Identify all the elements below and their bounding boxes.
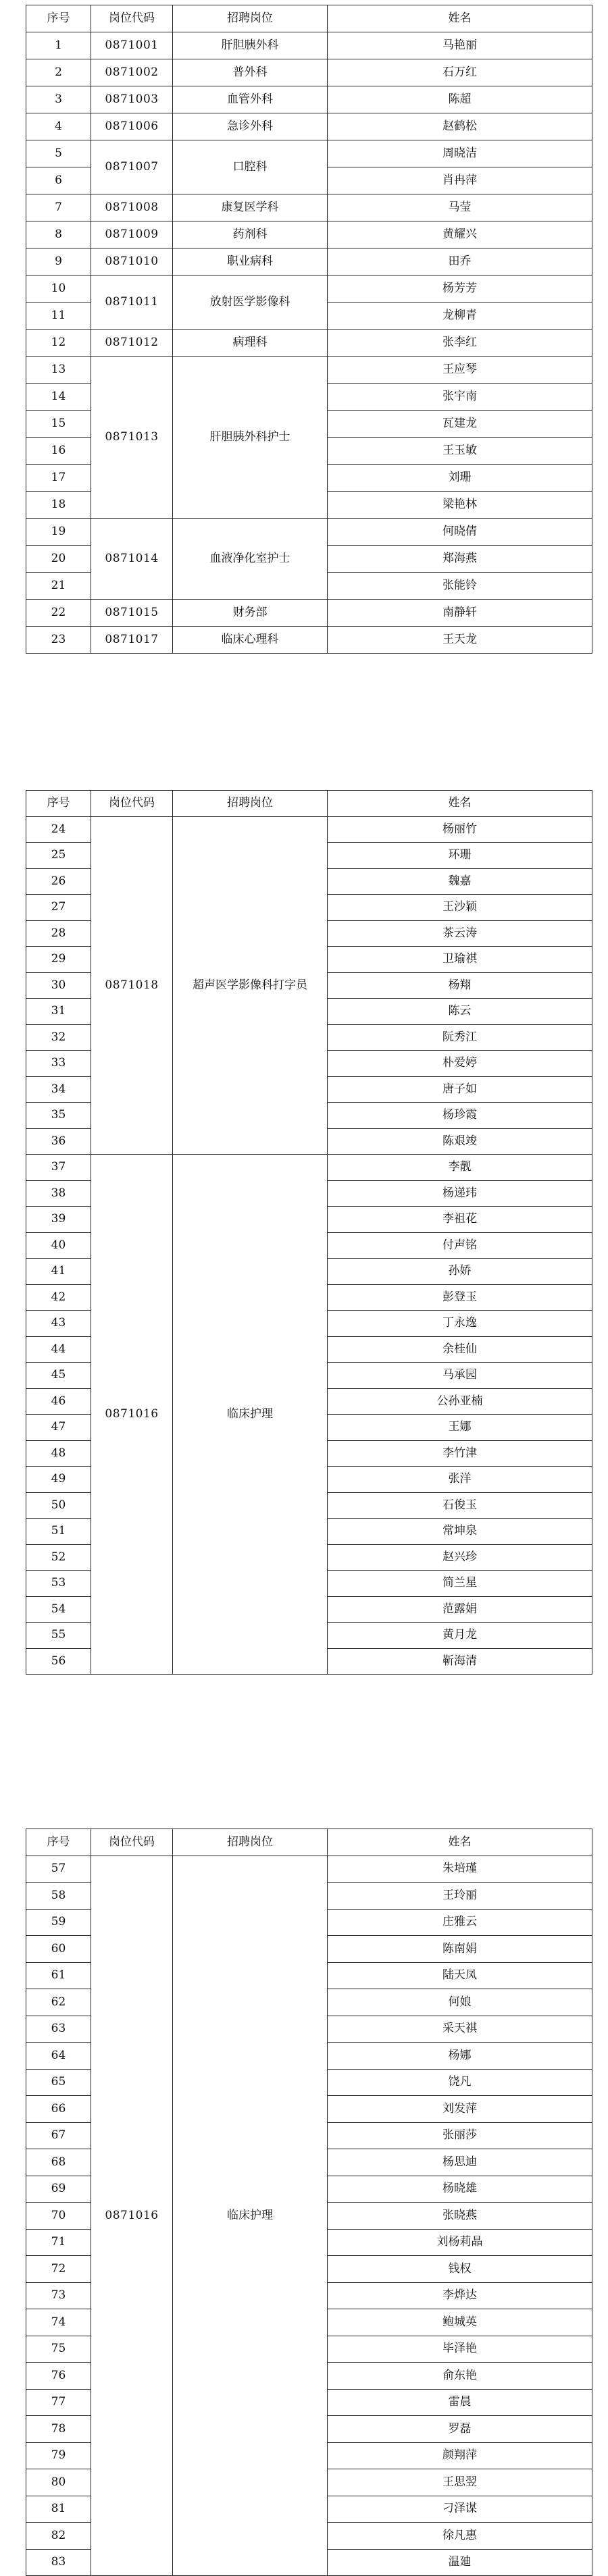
- candidate-name: 黄月龙: [328, 1623, 592, 1649]
- candidate-name: 李烨达: [328, 2282, 592, 2309]
- row-number: 17: [26, 465, 91, 492]
- position-code: 0871010: [91, 248, 173, 275]
- row-number: 16: [26, 438, 91, 465]
- row-number: 77: [26, 2389, 91, 2416]
- candidate-name: 张洋: [328, 1467, 592, 1493]
- row-number: 7: [26, 194, 91, 221]
- row-number: 8: [26, 221, 91, 248]
- candidate-name: 王玲丽: [328, 1883, 592, 1910]
- row-number: 25: [26, 843, 91, 869]
- position-title: 口腔科: [173, 140, 328, 194]
- row-number: 2: [26, 59, 91, 86]
- candidate-name: 饶凡: [328, 2069, 592, 2096]
- row-number: 59: [26, 1909, 91, 1936]
- row-number: 58: [26, 1883, 91, 1910]
- candidate-name: 丁永逸: [328, 1311, 592, 1337]
- position-title: 职业病科: [173, 248, 328, 275]
- candidate-name: 王天龙: [328, 627, 592, 654]
- row-number: 33: [26, 1051, 91, 1077]
- table-row: [26, 32, 592, 59]
- row-number: 68: [26, 2149, 91, 2176]
- position-code: 0871001: [91, 32, 173, 59]
- position-title: 药剂科: [173, 221, 328, 248]
- table-row: [26, 816, 592, 843]
- row-number: 5: [26, 140, 91, 167]
- position-title: 普外科: [173, 59, 328, 86]
- table-row: [26, 194, 592, 221]
- position-title: 肝胆胰外科护士: [173, 357, 328, 519]
- candidate-name: 王娜: [328, 1415, 592, 1441]
- candidate-name: 鲍城英: [328, 2309, 592, 2336]
- candidate-name: 瓦建龙: [328, 411, 592, 438]
- table-row: [26, 86, 592, 113]
- candidate-name: 郑海燕: [328, 546, 592, 573]
- candidate-name: 陈超: [328, 86, 592, 113]
- row-number: 50: [26, 1492, 91, 1519]
- position-code: 0871011: [91, 275, 173, 330]
- candidate-name: 唐子如: [328, 1076, 592, 1103]
- position-code: 0871014: [91, 519, 173, 600]
- row-number: 53: [26, 1571, 91, 1597]
- candidate-name: 钱权: [328, 2256, 592, 2283]
- header-name: 姓名: [328, 791, 592, 817]
- row-number: 29: [26, 947, 91, 973]
- candidate-name: 刘发萍: [328, 2096, 592, 2123]
- roster-table-2: [26, 790, 592, 1675]
- candidate-name: 常坤泉: [328, 1519, 592, 1545]
- row-number: 69: [26, 2176, 91, 2203]
- row-number: 49: [26, 1467, 91, 1493]
- position-code: 0871017: [91, 627, 173, 654]
- candidate-name: 公孙亚楠: [328, 1388, 592, 1415]
- candidate-name: 采天祺: [328, 2016, 592, 2043]
- header-code: 岗位代码: [91, 791, 173, 817]
- candidate-name: 茶云涛: [328, 920, 592, 947]
- candidate-name: 张李红: [328, 330, 592, 357]
- row-number: 57: [26, 1856, 91, 1883]
- header-row: [26, 791, 592, 817]
- row-number: 14: [26, 384, 91, 411]
- header-name: 姓名: [328, 5, 592, 32]
- row-number: 6: [26, 167, 91, 194]
- candidate-name: 杨珍霞: [328, 1103, 592, 1129]
- header-position: 招聘岗位: [173, 1829, 328, 1856]
- row-number: 41: [26, 1259, 91, 1285]
- row-number: 51: [26, 1519, 91, 1545]
- candidate-name: 田乔: [328, 248, 592, 275]
- row-number: 81: [26, 2496, 91, 2523]
- row-number: 40: [26, 1232, 91, 1259]
- row-number: 26: [26, 868, 91, 895]
- candidate-name: 王沙颖: [328, 895, 592, 921]
- candidate-name: 龙柳青: [328, 303, 592, 330]
- table-row: [26, 357, 592, 384]
- position-code: 0871007: [91, 140, 173, 194]
- row-number: 32: [26, 1024, 91, 1051]
- row-number: 20: [26, 546, 91, 573]
- header-no: 序号: [26, 791, 91, 817]
- candidate-name: 刁泽谋: [328, 2496, 592, 2523]
- candidate-name: 徐凡惠: [328, 2523, 592, 2550]
- candidate-name: 刘珊: [328, 465, 592, 492]
- candidate-name: 赵兴珍: [328, 1544, 592, 1571]
- row-number: 24: [26, 816, 91, 843]
- position-title: 财务部: [173, 600, 328, 627]
- row-number: 64: [26, 2043, 91, 2070]
- candidate-name: 杨芳芳: [328, 275, 592, 303]
- table-row: [26, 1155, 592, 1181]
- row-number: 66: [26, 2096, 91, 2123]
- position-code: 0871015: [91, 600, 173, 627]
- row-number: 72: [26, 2256, 91, 2283]
- candidate-name: 杨晓雄: [328, 2176, 592, 2203]
- candidate-name: 俞东艳: [328, 2363, 592, 2390]
- row-number: 80: [26, 2469, 91, 2496]
- position-code: 0871009: [91, 221, 173, 248]
- row-number: 36: [26, 1128, 91, 1155]
- candidate-name: 朱培瑾: [328, 1856, 592, 1883]
- candidate-name: 卫瑜祺: [328, 947, 592, 973]
- candidate-name: 雷晨: [328, 2389, 592, 2416]
- position-title: 病理科: [173, 330, 328, 357]
- candidate-name: 阮秀江: [328, 1024, 592, 1051]
- candidate-name: 何娘: [328, 1989, 592, 2016]
- candidate-name: 杨娜: [328, 2043, 592, 2070]
- header-row: [26, 5, 592, 32]
- candidate-name: 王思翌: [328, 2469, 592, 2496]
- candidate-name: 何晓倩: [328, 519, 592, 546]
- row-number: 62: [26, 1989, 91, 2016]
- candidate-name: 刘杨莉晶: [328, 2229, 592, 2256]
- row-number: 74: [26, 2309, 91, 2336]
- candidate-name: 张能铃: [328, 573, 592, 600]
- row-number: 48: [26, 1440, 91, 1467]
- row-number: 79: [26, 2442, 91, 2469]
- candidate-name: 靳海清: [328, 1648, 592, 1675]
- candidate-name: 环珊: [328, 843, 592, 869]
- header-no: 序号: [26, 5, 91, 32]
- table-row: [26, 330, 592, 357]
- candidate-name: 梁艳林: [328, 492, 592, 519]
- header-position: 招聘岗位: [173, 5, 328, 32]
- candidate-name: 范露娟: [328, 1596, 592, 1623]
- candidate-name: 余桂仙: [328, 1336, 592, 1363]
- candidate-name: 王玉敏: [328, 438, 592, 465]
- row-number: 13: [26, 357, 91, 384]
- candidate-name: 马莹: [328, 194, 592, 221]
- candidate-name: 南静轩: [328, 600, 592, 627]
- table-row: [26, 1856, 592, 1883]
- row-number: 35: [26, 1103, 91, 1129]
- position-title: 临床护理: [173, 1856, 328, 2576]
- position-code: 0871003: [91, 86, 173, 113]
- roster-table-1: [26, 5, 592, 654]
- row-number: 1: [26, 32, 91, 59]
- row-number: 18: [26, 492, 91, 519]
- position-code: 0871012: [91, 330, 173, 357]
- row-number: 52: [26, 1544, 91, 1571]
- table-row: [26, 221, 592, 248]
- candidate-name: 黄耀兴: [328, 221, 592, 248]
- row-number: 39: [26, 1207, 91, 1233]
- row-number: 27: [26, 895, 91, 921]
- row-number: 34: [26, 1076, 91, 1103]
- candidate-name: 陈艰竣: [328, 1128, 592, 1155]
- candidate-name: 付声铭: [328, 1232, 592, 1259]
- candidate-name: 马承园: [328, 1363, 592, 1389]
- row-number: 75: [26, 2336, 91, 2363]
- candidate-name: 陈南娟: [328, 1936, 592, 1963]
- candidate-name: 颜翔萍: [328, 2442, 592, 2469]
- row-number: 56: [26, 1648, 91, 1675]
- row-number: 71: [26, 2229, 91, 2256]
- header-row: [26, 1829, 592, 1856]
- candidate-name: 周晓洁: [328, 140, 592, 167]
- header-position: 招聘岗位: [173, 791, 328, 817]
- row-number: 47: [26, 1415, 91, 1441]
- candidate-name: 王应琴: [328, 357, 592, 384]
- candidate-name: 魏嘉: [328, 868, 592, 895]
- row-number: 19: [26, 519, 91, 546]
- header-code: 岗位代码: [91, 1829, 173, 1856]
- candidate-name: 石万红: [328, 59, 592, 86]
- candidate-name: 马艳丽: [328, 32, 592, 59]
- candidate-name: 朴爱婷: [328, 1051, 592, 1077]
- candidate-name: 毕泽艳: [328, 2336, 592, 2363]
- table-row: [26, 59, 592, 86]
- row-number: 46: [26, 1388, 91, 1415]
- table-row: [26, 113, 592, 140]
- candidate-name: 陈云: [328, 999, 592, 1025]
- candidate-name: 李靓: [328, 1155, 592, 1181]
- row-number: 63: [26, 2016, 91, 2043]
- position-code: 0871016: [91, 1155, 173, 1675]
- row-number: 83: [26, 2549, 91, 2576]
- row-number: 43: [26, 1311, 91, 1337]
- position-code: 0871002: [91, 59, 173, 86]
- candidate-name: 肖冉萍: [328, 167, 592, 194]
- row-number: 67: [26, 2122, 91, 2149]
- row-number: 10: [26, 275, 91, 303]
- position-title: 临床护理: [173, 1155, 328, 1675]
- row-number: 23: [26, 627, 91, 654]
- table-row: [26, 627, 592, 654]
- row-number: 78: [26, 2416, 91, 2443]
- row-number: 15: [26, 411, 91, 438]
- roster-table-3: [26, 1829, 592, 2576]
- candidate-name: 陆天凤: [328, 1962, 592, 1989]
- candidate-name: 石俊玉: [328, 1492, 592, 1519]
- row-number: 44: [26, 1336, 91, 1363]
- row-number: 73: [26, 2282, 91, 2309]
- candidate-name: 杨递玮: [328, 1180, 592, 1207]
- position-code: 0871008: [91, 194, 173, 221]
- position-code: 0871013: [91, 357, 173, 519]
- position-title: 临床心理科: [173, 627, 328, 654]
- candidate-name: 温廸: [328, 2549, 592, 2576]
- candidate-name: 李竹津: [328, 1440, 592, 1467]
- position-title: 血管外科: [173, 86, 328, 113]
- position-title: 放射医学影像科: [173, 275, 328, 330]
- row-number: 70: [26, 2203, 91, 2230]
- table-row: [26, 248, 592, 275]
- row-number: 37: [26, 1155, 91, 1181]
- row-number: 65: [26, 2069, 91, 2096]
- candidate-name: 孙娇: [328, 1259, 592, 1285]
- header-name: 姓名: [328, 1829, 592, 1856]
- candidate-name: 李祖花: [328, 1207, 592, 1233]
- row-number: 76: [26, 2363, 91, 2390]
- row-number: 22: [26, 600, 91, 627]
- row-number: 3: [26, 86, 91, 113]
- position-title: 急诊外科: [173, 113, 328, 140]
- row-number: 82: [26, 2523, 91, 2550]
- row-number: 42: [26, 1284, 91, 1311]
- table-row: [26, 275, 592, 303]
- row-number: 55: [26, 1623, 91, 1649]
- row-number: 12: [26, 330, 91, 357]
- candidate-name: 简兰星: [328, 1571, 592, 1597]
- candidate-name: 赵鹤松: [328, 113, 592, 140]
- position-title: 康复医学科: [173, 194, 328, 221]
- table-row: [26, 140, 592, 167]
- position-title: 肝胆胰外科: [173, 32, 328, 59]
- row-number: 9: [26, 248, 91, 275]
- candidate-name: 张丽莎: [328, 2122, 592, 2149]
- row-number: 4: [26, 113, 91, 140]
- row-number: 38: [26, 1180, 91, 1207]
- candidate-name: 张晓燕: [328, 2203, 592, 2230]
- row-number: 30: [26, 972, 91, 999]
- table-row: [26, 519, 592, 546]
- table-row: [26, 600, 592, 627]
- candidate-name: 罗磊: [328, 2416, 592, 2443]
- row-number: 60: [26, 1936, 91, 1963]
- candidate-name: 杨思迪: [328, 2149, 592, 2176]
- candidate-name: 张宇南: [328, 384, 592, 411]
- candidate-name: 彭登玉: [328, 1284, 592, 1311]
- header-code: 岗位代码: [91, 5, 173, 32]
- position-code: 0871016: [91, 1856, 173, 2576]
- row-number: 31: [26, 999, 91, 1025]
- row-number: 61: [26, 1962, 91, 1989]
- row-number: 45: [26, 1363, 91, 1389]
- position-code: 0871018: [91, 816, 173, 1155]
- position-title: 超声医学影像科打字员: [173, 816, 328, 1155]
- row-number: 11: [26, 303, 91, 330]
- position-title: 血液净化室护士: [173, 519, 328, 600]
- header-no: 序号: [26, 1829, 91, 1856]
- row-number: 28: [26, 920, 91, 947]
- position-code: 0871006: [91, 113, 173, 140]
- candidate-name: 庄雅云: [328, 1909, 592, 1936]
- candidate-name: 杨翔: [328, 972, 592, 999]
- row-number: 54: [26, 1596, 91, 1623]
- row-number: 21: [26, 573, 91, 600]
- candidate-name: 杨丽竹: [328, 816, 592, 843]
